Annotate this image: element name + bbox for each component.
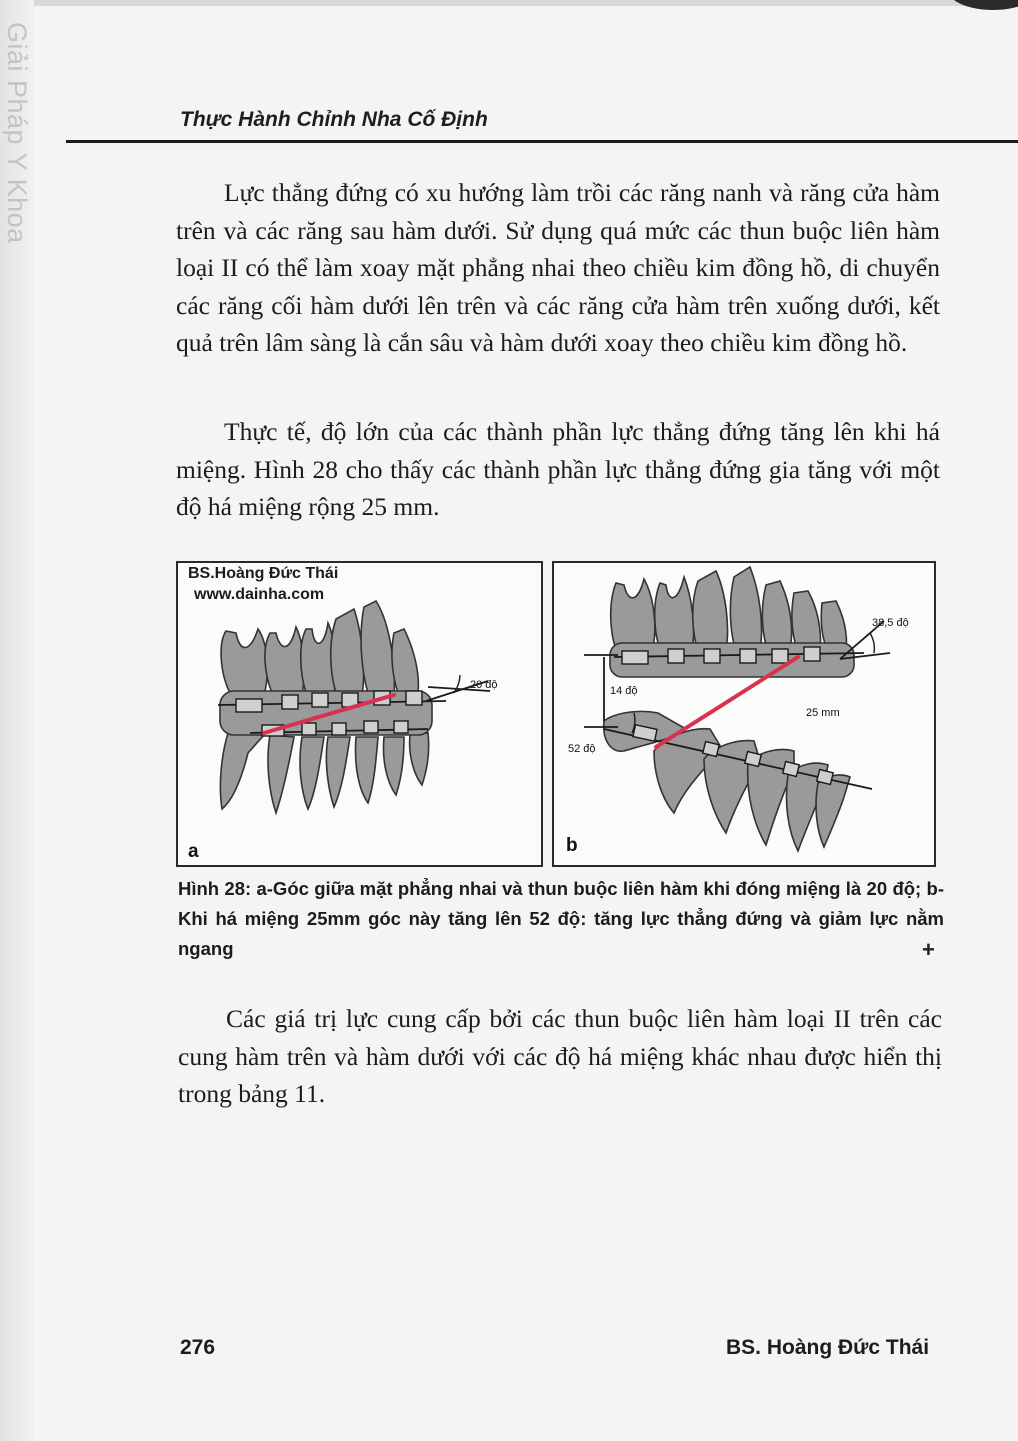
page-top-strip	[0, 0, 1018, 6]
page-number: 276	[180, 1336, 216, 1359]
running-header-title: Thực Hành Chỉnh Nha Cố Định	[180, 108, 488, 131]
body-paragraph-1: Lực thẳng đứng có xu hướng làm trồi các răng nanh và răng cửa hàm trên và các răng sau hàm dưới. Sử dụng quá mức các thun buộc liên hàm loại II có thể làm xoay mặt phẳng nhai theo chiều kim đồng hồ, di chuyển các răng cối hàm dưới lên trên và các răng cửa hàm trên xuống dưới, kết quả trên lâm sàng là cắn sâu và hàm dưới xoay theo chiều kim đồng hồ.	[176, 178, 940, 357]
panel-b-letter: b	[566, 835, 578, 856]
body-paragraph-3: Các giá trị lực cung cấp bởi các thun buộc liên hàm loại II trên các cung hàm trên và hàm dưới với các độ há miệng khác nhau được hiển thị trong bảng 11.	[178, 1004, 942, 1108]
teeth-open-illustration	[554, 563, 934, 865]
header-rule	[66, 140, 1018, 143]
figure-panel-b	[552, 561, 936, 867]
panel-b-lower-angle-label: 52 độ	[568, 743, 596, 755]
figure-caption: Hình 28: a-Góc giữa mặt phẳng nhai và thun buộc liên hàm khi đóng miệng là 20 độ; b-Khi há miệng 25mm góc này tăng lên 52 độ: tăng lực thẳng đứng và giảm lực nằm ngang	[178, 878, 944, 959]
watermark-text: Giải Pháp Y Khoa	[2, 22, 32, 244]
panel-b-distance-label: 25 mm	[806, 707, 840, 719]
teeth-closed-illustration	[178, 563, 541, 865]
figure-credit-name: BS.Hoàng Đức Thái	[188, 565, 339, 582]
plus-mark: +	[922, 937, 935, 962]
figure-panel-a	[176, 561, 543, 867]
panel-a-angle-label: 20 độ	[470, 679, 498, 691]
panel-b-opening-label: 14 độ	[610, 685, 638, 697]
body-paragraph-2: Thực tế, độ lớn của các thành phần lực thẳng đứng tăng lên khi há miệng. Hình 28 cho thấy các thành phần lực thẳng đứng gia tăng với một độ há miệng rộng 25 mm.	[176, 417, 940, 521]
panel-b-upper-angle-label: 38,5 độ	[872, 617, 909, 629]
panel-a-letter: a	[188, 841, 199, 862]
footer-author: BS. Hoàng Đức Thái	[726, 1336, 930, 1359]
figure-credit-url: www.dainha.com	[194, 586, 325, 603]
